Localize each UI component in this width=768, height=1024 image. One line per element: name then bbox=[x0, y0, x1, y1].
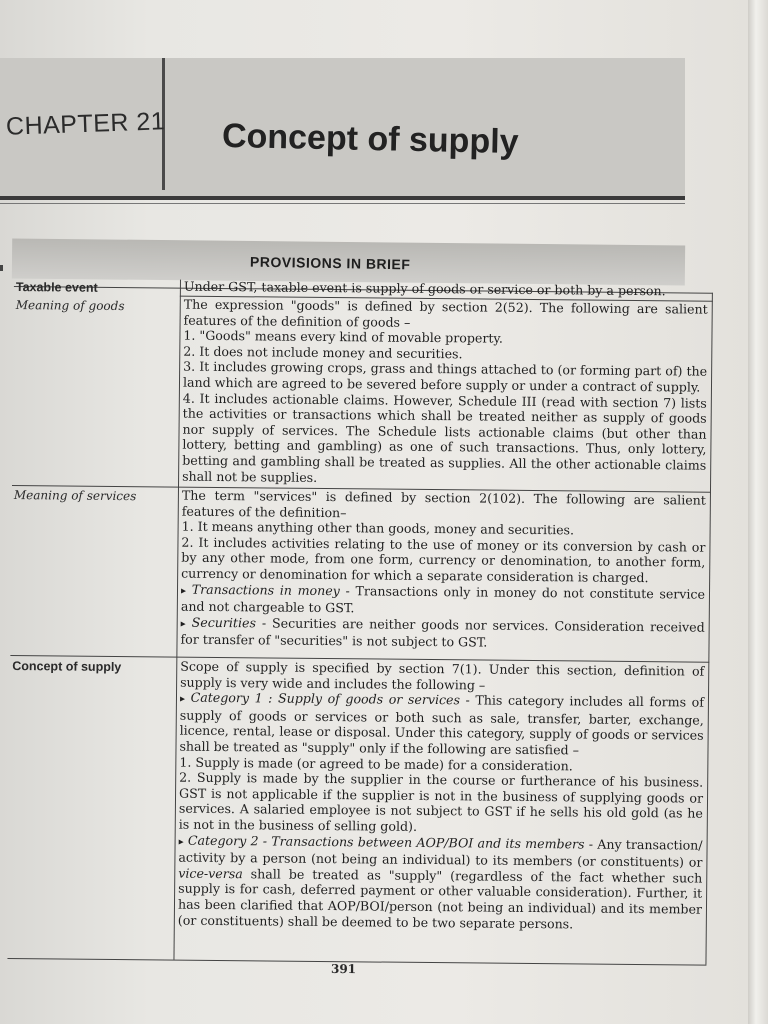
book-page-edge bbox=[748, 0, 768, 1024]
services-bullet-money bbox=[181, 581, 705, 619]
goods-point-3: 3. It includes growing crops, grass and things attached to (or forming part of) the land which are agreed to be severed before supply or under a contract of supply. bbox=[182, 359, 708, 395]
supply-intro: Scope of supply is specified by section 7(1). Under this section, definition of supply is very wide and includes the following – bbox=[180, 658, 705, 693]
category-2-head: Category 2 - Transactions between AOP/BOI and its members bbox=[187, 832, 585, 852]
table-bottom-rule bbox=[7, 958, 706, 966]
header-rule bbox=[0, 196, 685, 200]
goods-definition: The expression "goods" is defined by section 2(52). The following are salient features of the definition of goods – bbox=[183, 296, 708, 330]
bullet-arrow-icon: ▸ bbox=[180, 585, 187, 597]
goods-point-2: 2. It does not include money and securities. bbox=[183, 343, 463, 362]
label-concept-of-supply: Concept of supply bbox=[12, 659, 122, 675]
page-number: 391 bbox=[330, 961, 357, 977]
supply-category-2 bbox=[178, 832, 703, 933]
services-bullet-securities bbox=[180, 614, 704, 652]
goods-point-1: 1. "Goods" means every kind of movable property. bbox=[183, 327, 503, 346]
label-taxable-event: Taxable event bbox=[15, 280, 98, 295]
provisions-title: PROVISIONS IN BRIEF bbox=[249, 253, 411, 273]
category-1-body: - This category includes all forms of supply of goods or services or both such as sale, transfer, barter, exchange, licence, rental, lease or disposal. Under this category, supply of goods or services shall be treated as "supply" only if the following are satisfied – bbox=[179, 692, 705, 758]
services-definition: The term "services" is defined by section 2(102). The following are salient features of the definition– bbox=[181, 487, 706, 520]
category-2-body-cont: shall be treated as "supply" (regardless of the fact whether such supply is for cash, deferred payment or other valuable consideration). Further, it has been clarified that AOP/BOI/person (not being an individual) and its member (or constituents) shall be deemed to be two separate persons. bbox=[177, 865, 703, 931]
concept-of-supply-text bbox=[178, 659, 705, 933]
services-point-2: 2. It includes activities relating to the use of money or its conversion by cash or by any other mode, from one form, currency or denomination, to another form, currency or denomination for which a separate consideration is charged. bbox=[181, 534, 706, 586]
meaning-of-goods-text bbox=[182, 297, 708, 489]
supply-category-1 bbox=[179, 690, 704, 759]
header-rule-thin bbox=[0, 203, 685, 204]
bullet-head: Securities bbox=[191, 614, 257, 631]
taxable-event-intro: Under GST, taxable event is supply of goods or service or both by a person. bbox=[183, 278, 666, 299]
meaning-of-services-text bbox=[180, 488, 706, 653]
bullet-head: Transactions in money bbox=[191, 581, 340, 598]
category-1-head: Category 1 : Supply of goods or services bbox=[190, 689, 461, 708]
supply-point-1: 1. Supply is made (or agreed to be made) for a consideration. bbox=[179, 754, 573, 773]
services-point-1: 1. It means anything other than goods, money and securities. bbox=[181, 518, 575, 538]
margin-tick bbox=[0, 265, 3, 271]
bullet-arrow-icon: ▸ bbox=[179, 693, 186, 705]
bullet-body: - Securities are neither goods nor services. Consideration received for transfer of "securities" is not subject to GST. bbox=[180, 615, 705, 650]
provisions-table bbox=[7, 278, 714, 967]
vice-versa-term: vice-versa bbox=[178, 865, 243, 881]
goods-point-4: 4. It includes actionable claims. However, Schedule III (read with section 7) lists the activities or transactions which shall be treated neither as supply of goods nor supply of services. The Schedule lists actionable claims (but other than lottery, betting and gambling) as one of such transactions. Thus, only lottery, betting and gambling shall be treated as supplies. All the other actionable claims shall not be supplies. bbox=[182, 390, 707, 485]
category-2-body: - Any transaction/ activity by a person (not being an individual) to its members (or constituents) or bbox=[178, 836, 703, 870]
label-meaning-of-services: Meaning of services bbox=[13, 488, 137, 504]
bullet-arrow-icon: ▸ bbox=[180, 618, 186, 630]
label-meaning-of-goods: Meaning of goods bbox=[15, 298, 125, 314]
chapter-title: Concept of supply bbox=[221, 116, 519, 162]
bullet-body: - Transactions only in money do not constitute service and not chargeable to GST. bbox=[180, 582, 706, 616]
chapter-label: CHAPTER 21 bbox=[5, 107, 166, 141]
supply-point-2: 2. Supply is made by the supplier in the course or furtherance of his business. GST is not applicable if the supplier is not in the business of supplying goods or services. A salaried employee is not subject to GST if he sells his old gold (as he is not in the business of selling gold). bbox=[178, 769, 704, 834]
bullet-arrow-icon: ▸ bbox=[178, 836, 184, 848]
